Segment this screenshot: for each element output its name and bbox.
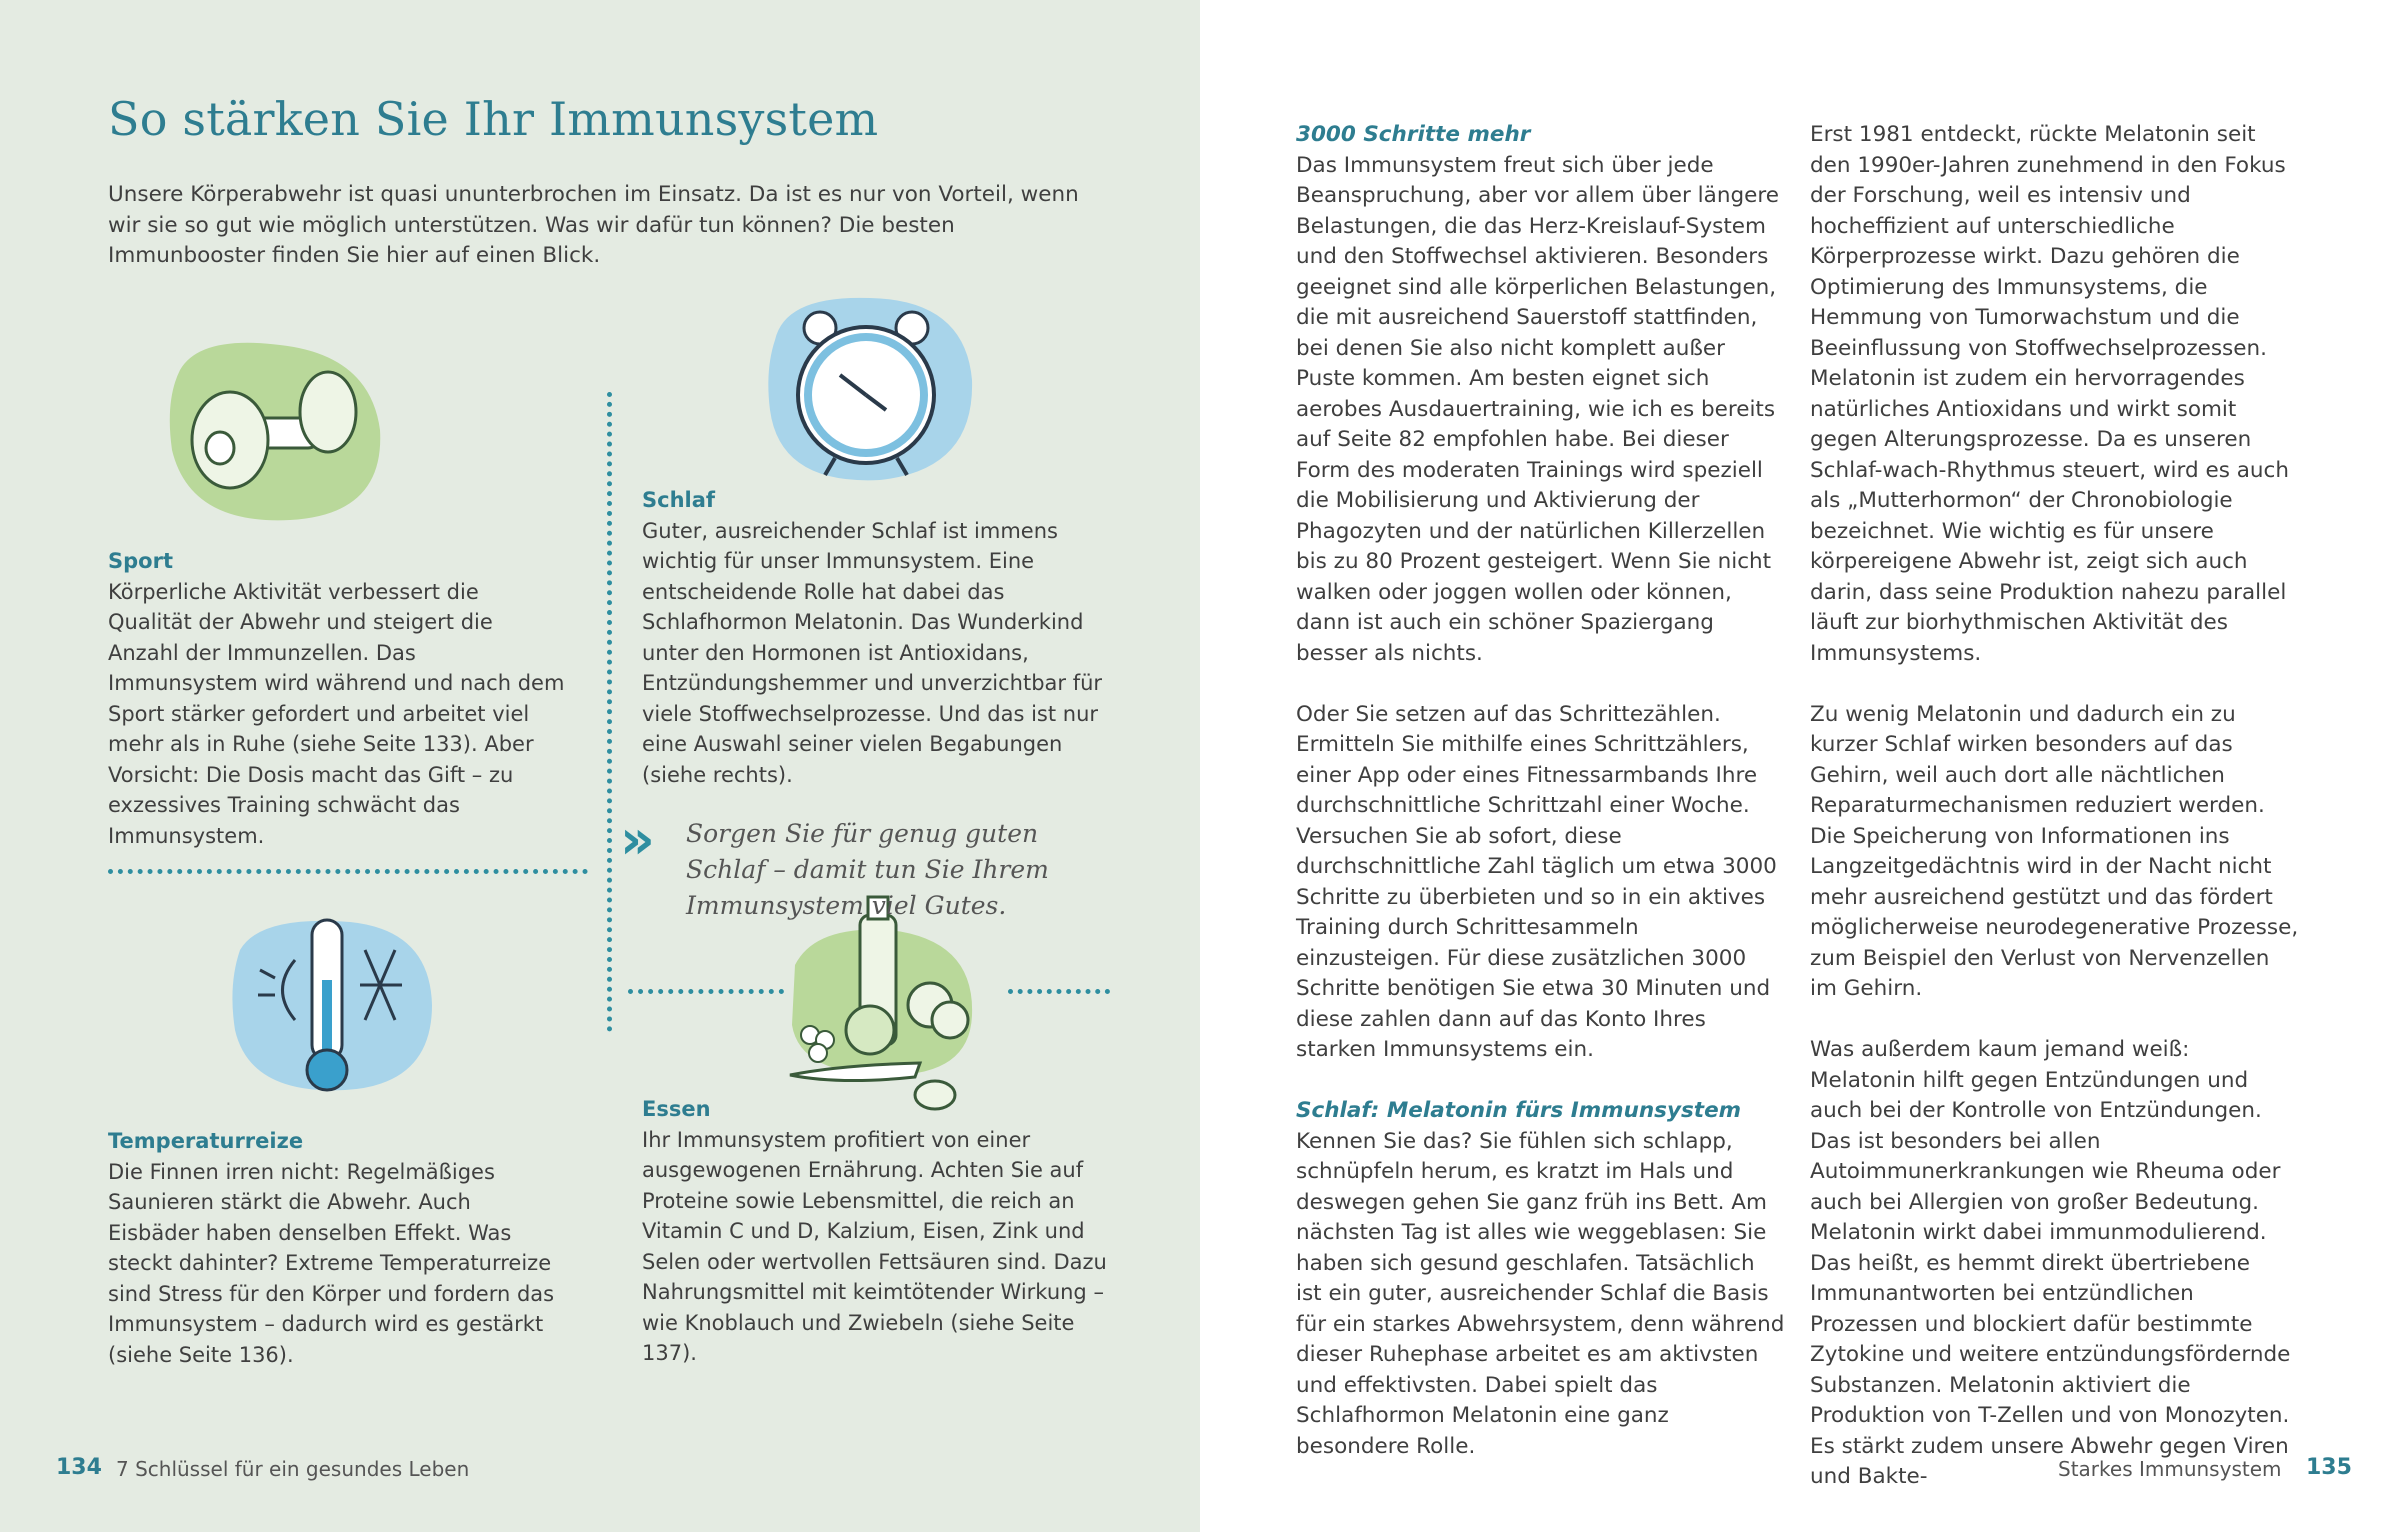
temperatur-text: Die Finnen irren nicht: Regelmäßiges Saunieren stärkt die Abwehr. Auch Eisbäder haben denselben Effekt. Was steckt dahinter? Extreme Temperaturreize sind Stress für den Körper und fordern das Immunsystem – dadurch wird es gestärkt (siehe Seite 136).: [108, 1159, 555, 1367]
horizontal-divider-left: [108, 869, 588, 874]
running-title-left: 7 Schlüssel für ein gesundes Leben: [116, 1457, 470, 1481]
text-column-2: [1810, 120, 2300, 1523]
paragraph: Erst 1981 entdeckt, rückte Melatonin seit den 1990er-Jahren zunehmend in den Fokus der Forschung, weil es intensiv und hocheffizient auf unterschiedliche Körperprozesse wirkt. Dazu gehören die Optimierung des Immunsystems, die Hemmung von Tumorwachstum und die Beeinflussung von Stoffwechselprozessen. Melatonin ist zudem ein hervorragendes natürliches Antioxidans und wirkt somit gegen Alterungsprozesse. Da es unseren Schlaf-wach-Rhythmus steuert, wird es auch als „Mutterhormon“ der Chronobiologie bezeichnet. Wie wichtig es für unsere körpereigene Abwehr ist, zeigt sich auch darin, dass seine Produktion nahezu parallel läuft zur biorhythmischen Aktivität des Immunsystems.: [1810, 122, 2289, 666]
essen-text: Ihr Immunsystem profitiert von einer ausgewogenen Ernährung. Achten Sie auf Proteine sowie Lebensmittel, die reich an Vitamin C und D, Kalzium, Eisen, Zink und Selen oder wertvollen Fettsäuren sind. Dazu Nahrungsmittel mit keimtötender Wirkung – wie Knoblauch und Zwiebeln (siehe Seite 137).: [642, 1127, 1107, 1365]
vertical-divider: [607, 392, 612, 1032]
paragraph: Zu wenig Melatonin und dadurch ein zu kurzer Schlaf wirken besonders auf das Gehirn, weil auch dort alle nächtlichen Reparaturmechanismen reduziert werden. Die Speicherung von Informationen ins Langzeitgedächtnis wird in der Nacht nicht mehr ausreichend gestützt und das fördert möglicherweise neurodegenerative Prozesse, zum Beispiel den Verlust von Nervenzellen im Gehirn.: [1810, 701, 2299, 1001]
sport-heading: Sport: [108, 549, 173, 573]
horizontal-divider-right-b: [1008, 989, 1110, 994]
paragraph: 3000 Schritte mehr Das Immunsystem freut sich über jede Beanspruchung, aber vor allem über längere Belastungen, die das Herz-Kreislauf-System und den Stoffwechsel aktivieren. Besonders geeignet sind alle körperlichen Belastungen, die mit ausreichend Sauerstoff stattfinden, bei denen Sie also nicht komplett außer Puste kommen. Am besten eignet sich aerobes Ausdauertraining, wie ich es bereits auf Seite 82 empfohlen habe. Bei dieser Form des moderaten Trainings wird speziell die Mobilisierung und Aktivierung der Phagozyten und der natürlichen Killerzellen bis zu 80 Prozent gesteigert. Wenn Sie nicht walken oder joggen wollen oder können, dann ist auch ein schöner Spaziergang besser als nichts.: [1296, 120, 1786, 669]
food-icon: [780, 895, 980, 1125]
alarm-clock-icon: [760, 290, 980, 490]
intro-text: Unsere Körperabwehr ist quasi ununterbrochen im Einsatz. Da ist es nur von Vorteil, wenn wir sie so gut wie möglich unterstützen. Was wir dafür tun können? Die besten Immunbooster finden Sie hier auf einen Blick.: [108, 182, 1079, 268]
schlaf-section: [642, 485, 1112, 790]
sport-section: [108, 546, 568, 851]
page-title: So stärken Sie Ihr Immunsystem: [108, 92, 879, 146]
text-column-1: [1296, 120, 1786, 1493]
paragraph: Was außerdem kaum jemand weiß: Melatonin hilft gegen Entzündungen und auch bei der Kontrolle von Entzündungen. Das ist besonders bei allen Autoimmunerkrankungen wie Rheuma oder auch bei Allergien von großer Bedeutung. Melatonin wirkt dabei immunmodulierend. Das heißt, es hemmt direkt übertriebene Immunantworten bei entzündlichen Prozessen und blockiert dafür bestimmte Zytokine und weitere entzündungsfördernde Substanzen. Melatonin aktiviert die Produktion von T-Zellen und von Monozyten. Es stärkt zudem unsere Abwehr gegen Viren und Bakte-: [1810, 1037, 2291, 1489]
temperatur-heading: Temperaturreize: [108, 1129, 304, 1153]
temperatur-section: [108, 1126, 568, 1370]
pull-quote: Sorgen Sie für genug guten Schlaf – damit tun Sie Ihrem Immunsystem viel Gutes.: [686, 819, 1049, 920]
essen-section: [642, 1094, 1112, 1369]
horizontal-divider-right-a: [628, 989, 784, 994]
schlaf-heading: Schlaf: [642, 488, 716, 512]
subheading-melatonin: Schlaf: Melatonin fürs Immunsystem: [1296, 1098, 1742, 1123]
dumbbell-icon: [160, 330, 390, 530]
thermometer-icon: [220, 910, 440, 1110]
paragraph: Schlaf: Melatonin fürs Immunsystem Kennen Sie das? Sie fühlen sich schlapp, schnüpfeln herum, es kratzt im Hals und deswegen gehen Sie ganz früh ins Bett. Am nächsten Tag ist alles wie weggeblasen: Sie haben sich gesund geschlafen. Tatsächlich ist ein guter, ausreichender Schlaf die Basis für ein starkes Abwehrsystem, denn während dieser Ruhephase arbeitet es am aktivsten und effektivsten. Dabei spielt das Schlafhormon Melatonin eine ganz besondere Rolle.: [1296, 1098, 1785, 1459]
schlaf-text: Guter, ausreichender Schlaf ist immens wichtig für unser Immunsystem. Eine entscheidende Rolle hat dabei das Schlafhormon Melatonin. Das Wunderkind unter den Hormonen ist Antioxidans, Entzündungshemmer und unverzichtbar für viele Stoffwechselprozesse. Und das ist nur eine Auswahl seiner vielen Begabungen (siehe rechts).: [642, 518, 1103, 787]
subheading-3000-schritte: 3000 Schritte mehr: [1296, 122, 1531, 147]
running-title-right: Starkes Immunsystem: [2058, 1457, 2282, 1481]
page-number-left: 134: [56, 1455, 102, 1480]
quote-mark-icon: »: [620, 808, 655, 871]
essen-heading: Essen: [642, 1097, 711, 1121]
right-page: [1200, 0, 2400, 1532]
sport-text: Körperliche Aktivität verbessert die Qualität der Abwehr und steigert die Anzahl der Immunzellen. Das Immunsystem wird während und nach dem Sport stärker gefordert und arbeitet viel mehr als in Ruhe (siehe Seite 133). Aber Vorsicht: Die Dosis macht das Gift – zu exzessives Training schwächt das Immunsystem.: [108, 579, 565, 848]
paragraph: Oder Sie setzen auf das Schrittezählen. Ermitteln Sie mithilfe eines Schrittzählers, einer App oder eines Fitnessarmbands Ihre durchschnittliche Schrittzahl einer Woche. Versuchen Sie ab sofort, diese durchschnittliche Zahl täglich um etwa 3000 Schritte zu überbieten und so in ein aktives Training durch Schrittesammeln einzusteigen. Für diese zusätzlichen 3000 Schritte benötigen Sie etwa 30 Minuten und diese zahlen dann auf das Konto Ihres starken Immunsystems ein.: [1296, 701, 1777, 1062]
page-number-right: 135: [2306, 1455, 2352, 1480]
